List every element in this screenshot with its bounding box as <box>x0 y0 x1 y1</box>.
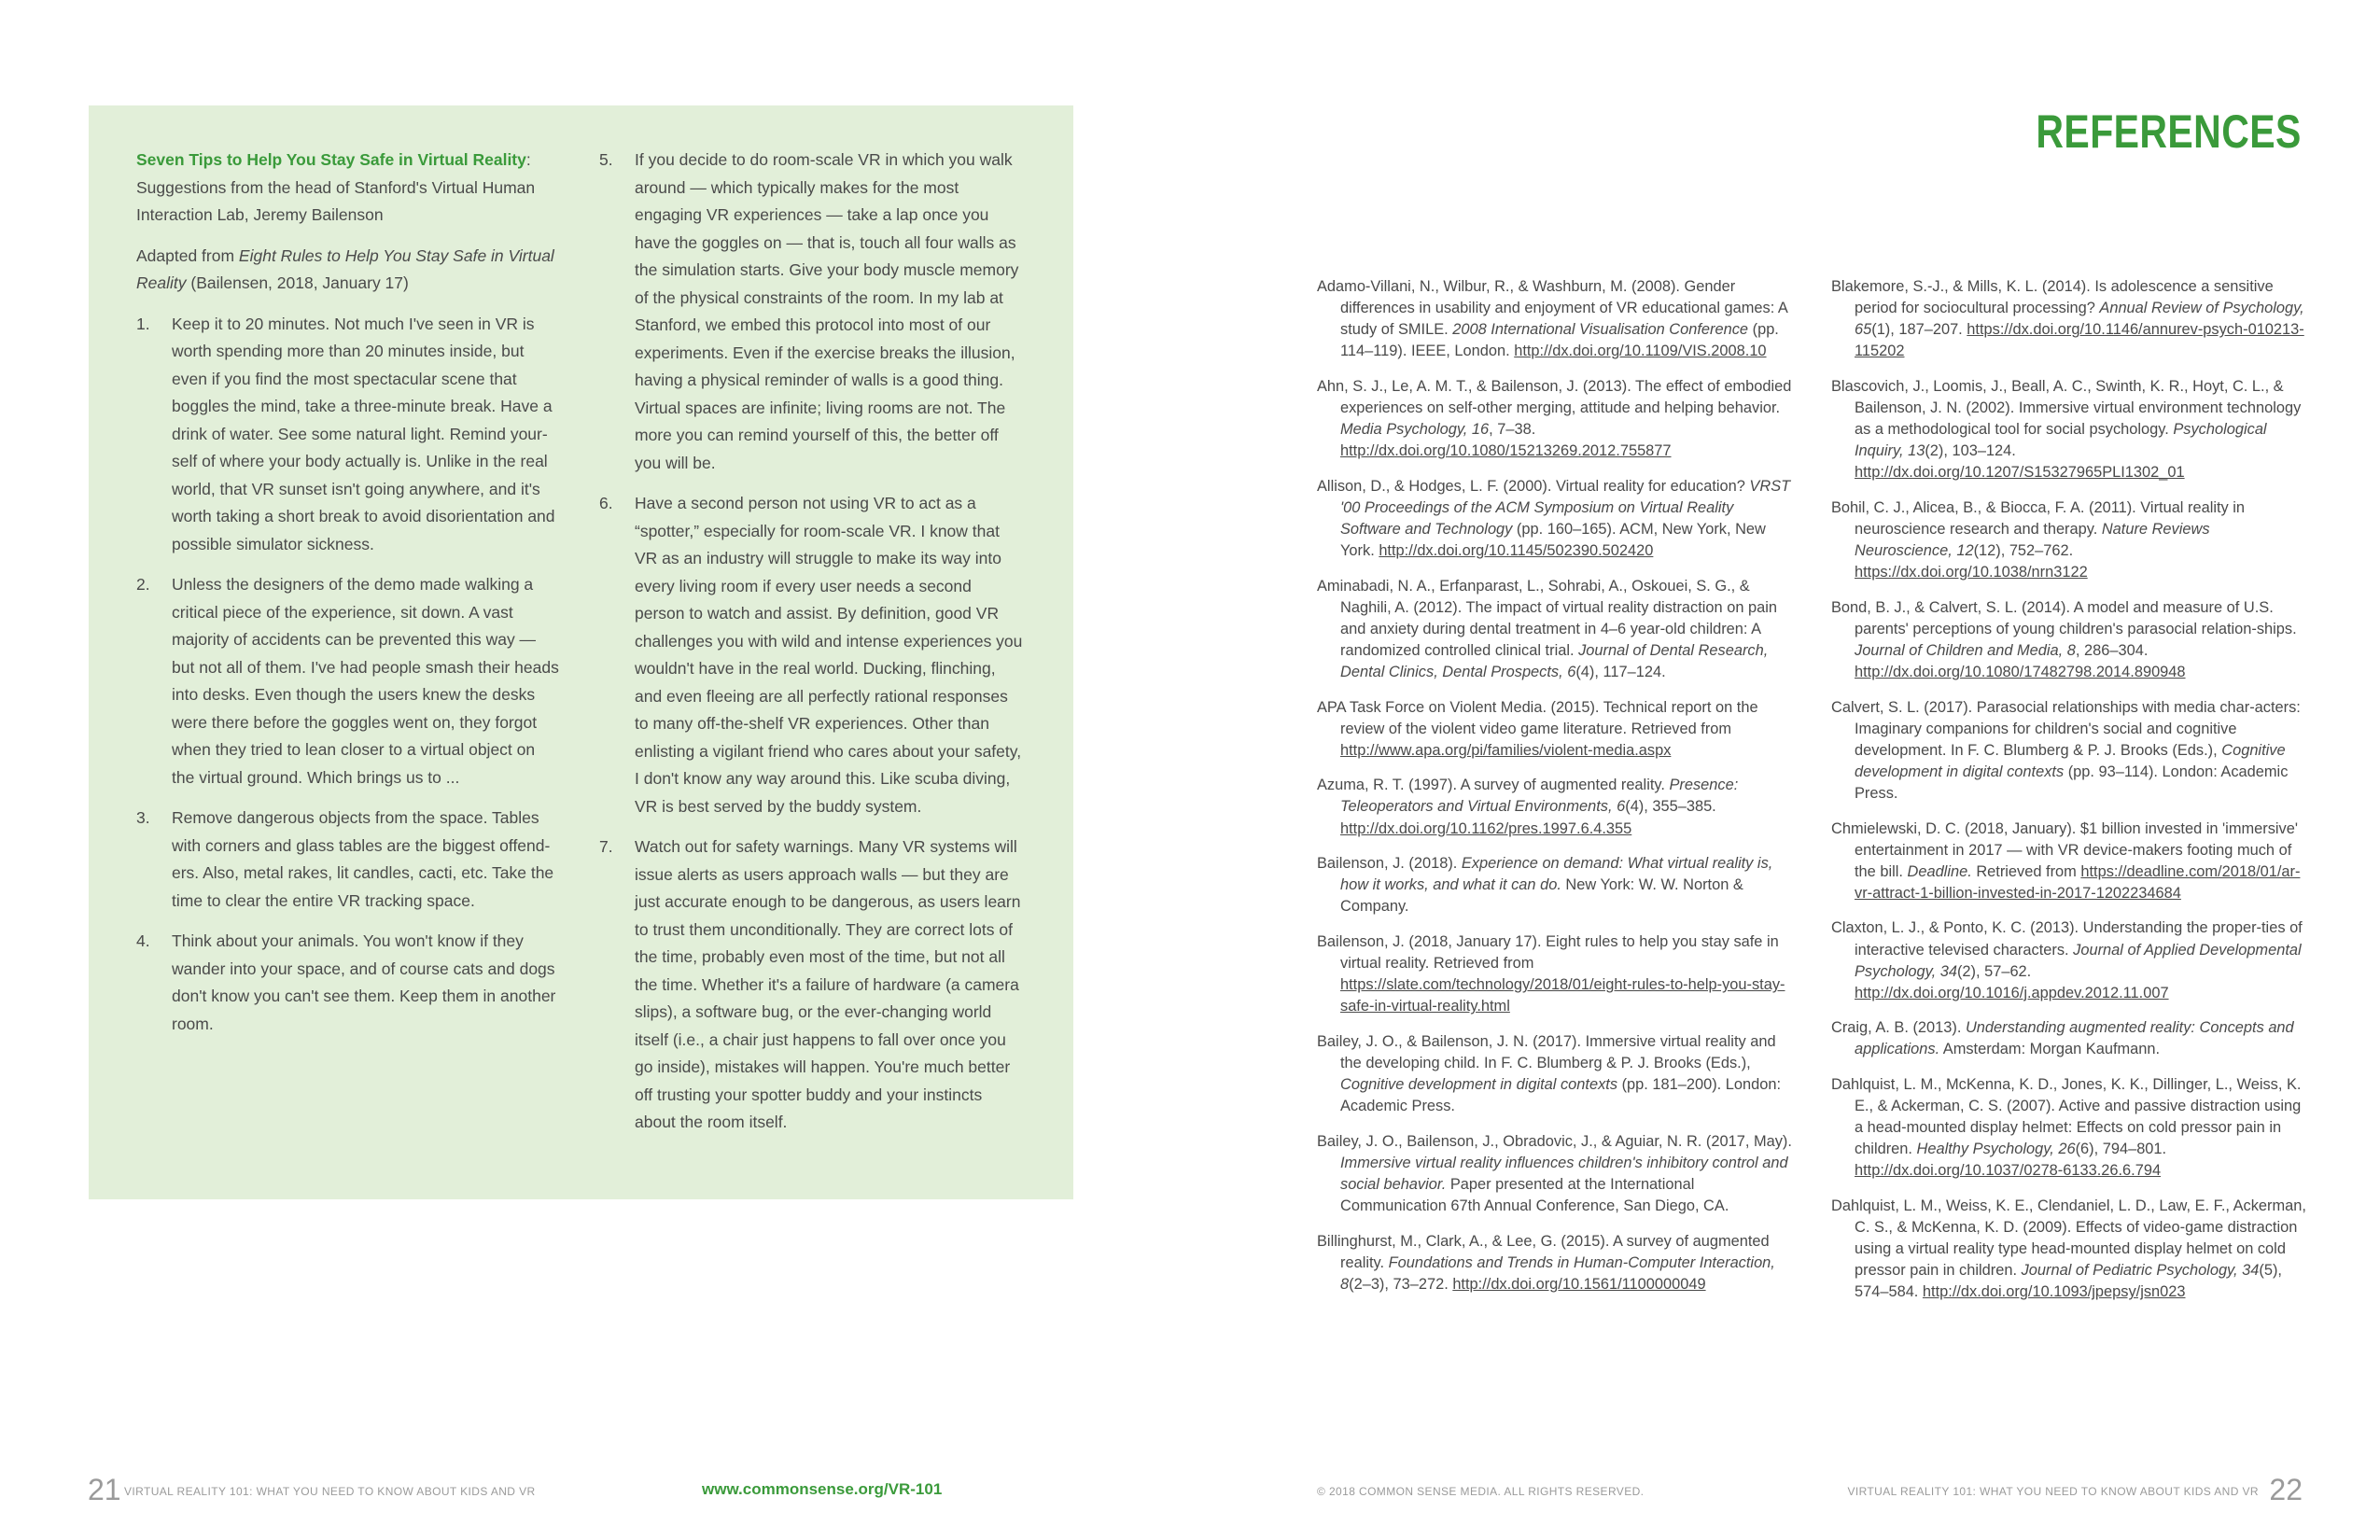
tip-number: 3. <box>136 808 150 827</box>
reference-details: New York: W. W. Norton & Company. <box>1340 876 1743 916</box>
reference-text: Chmielewski, D. C. (2018, January). $1 billion invested in 'immersive' entertainment in 2017 — with VR device-makers footing much of the bill. <box>1831 819 2298 880</box>
tip-text: If you decide to do room-scale VR in which you walk around — which typically makes for the most engaging VR experiences — take a lap once you have the goggles on — that is, touch all four walls as the simulation starts. Give your body muscle memory of the physical constraints of the room. In my lab at Stanford, we embed this protocol into most of our experiments. Even if the exercise breaks the illusion, having a physical reminder of walls is a good thing. Virtual spaces are infinite; living rooms are not. The more you can remind yourself of this, the better off you will be. <box>635 150 1019 472</box>
tip-item <box>136 311 561 559</box>
reference-text: Bailenson, J. (2018). <box>1317 855 1462 873</box>
reference-entry <box>1317 1131 1798 1217</box>
tip-number: 5. <box>599 150 613 169</box>
references-column-left <box>1317 276 1798 1309</box>
reference-text: Azuma, R. T. (1997). A survey of augmented reality. <box>1317 777 1670 794</box>
reference-link[interactable]: http://www.apa.org/pi/families/violent-media.aspx <box>1340 741 1672 759</box>
reference-source-title: Nature Reviews Neuroscience, 12 <box>1855 520 2210 560</box>
reference-details: (2), 103–124. <box>1925 442 2016 460</box>
reference-source-title: Foundations and Trends in Human-Computer Interaction, 8 <box>1340 1253 1775 1293</box>
reference-text: APA Task Force on Violent Media. (2015). Technical report on the review of the violent video game literature. Retrieved from <box>1317 698 1758 737</box>
reference-text: Dahlquist, L. M., McKenna, K. D., Jones, K. K., Dillinger, L., Weiss, K. E., & Ackerman, C. S. (2007). Active and passive distraction using a head-mounted display helmet: Effects on cold pressor pain in children. <box>1831 1076 2302 1158</box>
reference-link[interactable]: http://dx.doi.org/10.1080/17482798.2014.890948 <box>1855 664 2186 680</box>
tips-list-right <box>599 147 1024 1137</box>
reference-details: (6), 794–801. <box>2075 1141 2167 1158</box>
footer-title-right: VIRTUAL REALITY 101: WHAT YOU NEED TO KNOW ABOUT KIDS AND VR <box>1847 1485 2259 1498</box>
reference-link[interactable]: https://dx.doi.org/10.1146/annurev-psych-010213-115202 <box>1855 321 2304 360</box>
tip-item <box>599 490 1024 820</box>
reference-link[interactable]: https://deadline.com/2018/01/ar-vr-attract-1-billion-invested-in-2017-1202234684 <box>1855 862 2301 902</box>
reference-details: (pp. 93–114). London: Academic Press. <box>1855 763 2289 802</box>
reference-source-title: Journal of Children and Media, 8 <box>1855 641 2076 659</box>
reference-source-title: 2008 International Visualisation Conference <box>1452 321 1749 339</box>
tip-item <box>136 571 561 791</box>
reference-entry <box>1317 276 1798 362</box>
reference-entry <box>1317 931 1798 1017</box>
reference-details: , 286–304. <box>2075 641 2149 659</box>
reference-details: (pp. 160–165). ACM, New York, New York. <box>1340 520 1766 560</box>
reference-text: Bailenson, J. (2018, January 17). Eight rules to help you stay safe in virtual reality. Retrieved from <box>1317 932 1779 973</box>
reference-text: Blascovich, J., Loomis, J., Beall, A. C., Swinth, K. R., Hoyt, C. L., & Bailenson, J. N. (2002). Immersive virtual environment technology as a methodological tool for social psychology. <box>1831 377 2302 439</box>
reference-link[interactable]: http://dx.doi.org/10.1093/jpepsy/jsn023 <box>1922 1283 2186 1301</box>
reference-source-title: Deadline. <box>1907 862 1972 880</box>
reference-source-title: Psychological Inquiry, 13 <box>1855 421 2267 460</box>
reference-entry <box>1831 1196 2309 1303</box>
tip-item <box>599 147 1024 477</box>
reference-entry <box>1831 819 2309 904</box>
reference-details: (pp. 181–200). London: Academic Press. <box>1340 1076 1782 1115</box>
reference-source-title: Cognitive development in digital contexts <box>1855 741 2286 780</box>
reference-source-title: Journal of Dental Research, Dental Clinics, Dental Prospects, 6 <box>1340 641 1769 680</box>
reference-text: Ahn, S. J., Le, A. M. T., & Bailenson, J. (2013). The effect of embodied experiences on self-other merging, attitude and helping behavior. <box>1317 377 1792 416</box>
sidebar-subtitle: : Suggestions from the head of Stanford's Virtual Human Interaction Lab, Jeremy Bailenson <box>136 150 536 224</box>
reference-source-title: VRST '00 Proceedings of the ACM Symposium on Virtual Reality Software and Technology <box>1340 477 1791 538</box>
footer-copyright: © 2018 COMMON SENSE MEDIA. ALL RIGHTS RESERVED. <box>1317 1485 1645 1498</box>
reference-entry <box>1317 853 1798 917</box>
reference-entry <box>1831 597 2309 683</box>
reference-link[interactable]: http://dx.doi.org/10.1207/S15327965PLI1302_01 <box>1855 464 2185 482</box>
tip-text: Unless the designers of the demo made walking a critical piece of the experience, sit down. A vast majority of accidents can be prevented this way — but not all of them. I've had people smash their heads into desks. Even though the users knew the desks were there before the goggles went on, they forgot when they tried to lean closer to a virtual object on the virtual ground. Which brings us to ... <box>172 575 559 787</box>
reference-entry <box>1831 376 2309 483</box>
reference-details: (2), 57–62. <box>1956 962 2032 980</box>
tip-number: 1. <box>136 314 150 333</box>
reference-source-title: Media Psychology, 16 <box>1340 421 1490 439</box>
reference-link[interactable]: http://dx.doi.org/10.1037/0278-6133.26.6.794 <box>1855 1162 2162 1180</box>
reference-link[interactable]: https://dx.doi.org/10.1038/nrn3122 <box>1855 564 2088 581</box>
reference-text: Claxton, L. J., & Ponto, K. C. (2013). Understanding the proper-ties of interactive televised characters. <box>1831 919 2303 959</box>
reference-source-title: Presence: Teleoperators and Virtual Environments, 6 <box>1340 777 1739 816</box>
reference-link[interactable]: http://dx.doi.org/10.1561/1100000049 <box>1452 1275 1706 1293</box>
tip-text: Think about your animals. You won't know if they wander into your space, and of course cats and dogs don't know you can't see them. Keep them in another room. <box>172 931 556 1033</box>
tip-number: 2. <box>136 575 150 594</box>
reference-link[interactable]: http://dx.doi.org/10.1145/502390.502420 <box>1379 542 1654 560</box>
reference-link[interactable]: http://dx.doi.org/10.1109/VIS.2008.10 <box>1514 343 1767 360</box>
sidebar-title: Seven Tips to Help You Stay Safe in Virtual Reality <box>136 150 526 169</box>
tip-number: 6. <box>599 494 613 512</box>
reference-source-title: Annual Review of Psychology, 65 <box>1855 300 2304 339</box>
reference-link[interactable]: http://dx.doi.org/10.1080/15213269.2012.755877 <box>1340 442 1672 460</box>
reference-entry <box>1317 697 1798 762</box>
reference-source-title: Cognitive development in digital contexts <box>1340 1076 1618 1093</box>
reference-details: (4), 117–124. <box>1575 664 1666 680</box>
reference-entry <box>1831 276 2309 362</box>
reference-details: , 7–38. <box>1489 421 1536 439</box>
reference-entry <box>1317 1231 1798 1295</box>
reference-text: Bailey, J. O., & Bailenson, J. N. (2017). Immersive virtual reality and the developing child. In F. C. Blumberg & P. J. Brooks (Eds.), <box>1317 1032 1776 1071</box>
sidebar-heading <box>136 147 561 230</box>
footer-title-left: VIRTUAL REALITY 101: WHAT YOU NEED TO KNOW ABOUT KIDS AND VR <box>124 1485 536 1498</box>
reference-details: (2–3), 73–272. <box>1349 1275 1453 1293</box>
reference-details: (1), 187–207. <box>1871 321 1967 339</box>
reference-text: Bond, B. J., & Calvert, S. L. (2014). A model and measure of U.S. parents' perceptions of young children's parasocial relation-ships. <box>1831 598 2297 637</box>
tip-number: 7. <box>599 837 613 856</box>
reference-text: Calvert, S. L. (2017). Parasocial relationships with media char-acters: Imaginary companions for children's social and cognitive development. In F. C. Blumberg & P. J. Brooks (Eds.), <box>1831 698 2301 759</box>
reference-details: (pp. 114–119). IEEE, London. <box>1340 321 1779 360</box>
reference-text: Bohil, C. J., Alicea, B., & Biocca, F. A. (2011). Virtual reality in neuroscience research and therapy. <box>1831 498 2246 538</box>
tip-item <box>599 833 1024 1137</box>
reference-details: (5), 574–584. <box>1855 1262 2282 1301</box>
reference-entry <box>1317 576 1798 683</box>
reference-source-title: Immersive virtual reality influences children's inhibitory control and social behavior. <box>1340 1154 1788 1193</box>
footer-url-link[interactable]: www.commonsense.org/VR-101 <box>702 1480 943 1498</box>
reference-entry <box>1831 497 2309 583</box>
adapted-title: Eight Rules to Help You Stay Safe in Virtual Reality <box>136 245 554 292</box>
reference-entry <box>1317 1031 1798 1117</box>
tips-column-right <box>599 147 1024 1150</box>
reference-entry <box>1317 376 1798 462</box>
adapted-prefix: Adapted from <box>136 245 239 265</box>
page-number-right: 22 <box>2269 1473 2303 1506</box>
reference-link[interactable]: http://dx.doi.org/10.1016/j.appdev.2012.11.007 <box>1855 984 2169 1001</box>
reference-details: Retrieved from <box>1971 862 2081 880</box>
reference-entry <box>1317 775 1798 839</box>
adapted-suffix: (Bailensen, 2018, January 17) <box>186 273 409 292</box>
reference-entry <box>1831 917 2309 1003</box>
reference-text: Craig, A. B. (2013). <box>1831 1019 1966 1037</box>
reference-text: Dahlquist, L. M., Weiss, K. E., Clendaniel, L. D., Law, E. F., Ackerman, C. S., & McKenna, K. D. (2009). Effects of video-game distraction using a virtual reality type head-mounted display helmet on cold pressor pain in children. <box>1831 1197 2306 1280</box>
reference-text: Adamo-Villani, N., Wilbur, R., & Washburn, M. (2008). Gender differences in usability and enjoyment of VR educational games: A study of SMILE. <box>1317 278 1787 339</box>
reference-text: Billinghurst, M., Clark, A., & Lee, G. (2015). A survey of augmented reality. <box>1317 1232 1770 1271</box>
reference-source-title: Journal of Pediatric Psychology, 34 <box>2021 1262 2260 1280</box>
tip-text: Watch out for safety warnings. Many VR systems will issue alerts as users approach walls — but they are just accurate enough to be dangerous, as users learn to trust them unconditionally. They are correct lots of the time, probably even most of the time, but not all the time. Whether it's a failure of hardware (a camera slips), a software bug, or the ever-changing world itself (i.e., a chair just happens to fall over once you go inside), mistakes will happen. You're much better off trusting your spotter buddy and your instincts about the room itself. <box>635 837 1021 1131</box>
reference-entry <box>1831 697 2309 805</box>
reference-source-title: Experience on demand: What virtual reality is, how it works, and what it can do. <box>1340 855 1773 894</box>
tip-item <box>136 928 561 1038</box>
reference-entry <box>1831 1017 2309 1060</box>
reference-details: Amsterdam: Morgan Kaufmann. <box>1939 1041 2161 1058</box>
reference-source-title: Healthy Psychology, 26 <box>1916 1141 2076 1158</box>
reference-link[interactable]: http://dx.doi.org/10.1162/pres.1997.6.4.355 <box>1340 819 1632 837</box>
reference-source-title: Understanding augmented reality: Concepts and applications. <box>1855 1019 2294 1058</box>
tips-column-left <box>136 147 561 1051</box>
tip-text: Remove dangerous objects from the space. Tables with corners and glass tables are the biggest offend-ers. Also, metal rakes, lit candles, cacti, etc. Take the time to clear the entire VR tracking space. <box>172 808 554 910</box>
reference-source-title: Journal of Applied Developmental Psychology, 34 <box>1855 941 2302 980</box>
reference-link[interactable]: https://slate.com/technology/2018/01/eight-rules-to-help-you-stay-safe-in-virtual-reality.html <box>1340 976 1785 1015</box>
tip-number: 4. <box>136 931 150 950</box>
reference-details: Paper presented at the International Communication 67th Annual Conference, San Diego, CA. <box>1340 1175 1729 1214</box>
references-column-right <box>1831 276 2309 1317</box>
reference-entry <box>1831 1074 2309 1182</box>
tip-text: Keep it to 20 minutes. Not much I've seen in VR is worth spending more than 20 minutes inside, but even if you find the most spectacular scene that boggles the mind, take a three-minute break. Have a drink of water. See some natural light. Remind your-self of where your body actually is. Unlike in the real world, that VR sunset isn't going anywhere, and it's worth taking a short break to avoid disorientation and possible simulator sickness. <box>172 314 555 553</box>
reference-text: Bailey, J. O., Bailenson, J., Obradovic, J., & Aguiar, N. R. (2017, May). <box>1317 1132 1792 1150</box>
references-heading: REFERENCES <box>2036 105 2302 158</box>
reference-text: Aminabadi, N. A., Erfanparast, L., Sohrabi, A., Oskouei, S. G., & Naghili, A. (2012). The impact of virtual reality distraction on pain and anxiety during dental treatment in 4–6 year-old children: A randomized controlled clinical trial. <box>1317 577 1777 659</box>
page-number-left: 21 <box>88 1473 121 1506</box>
reference-text: Blakemore, S.-J., & Mills, K. L. (2014). Is adolescence a sensitive period for sociocultural processing? <box>1831 278 2274 317</box>
tip-item <box>136 805 561 915</box>
adapted-note <box>136 243 561 298</box>
reference-details: (4), 355–385. <box>1625 798 1716 816</box>
tip-text: Have a second person not using VR to act as a “spotter,” especially for room-scale VR. I know that VR as an industry will struggle to make its way into every living room if every user needs a second person to watch and assist. By definition, good VR challenges you with wild and intense experiences you wouldn't have in the real world. Ducking, flinching, and even fleeing are all perfectly rational responses to many off-the-shelf VR experiences. Other than enlisting a vigilant friend who cares about your safety, I don't know any way around this. Like scuba diving, VR is best served by the buddy system. <box>635 494 1023 816</box>
reference-details: (12), 752–762. <box>1973 542 2074 560</box>
reference-entry <box>1317 476 1798 562</box>
tips-list-left <box>136 311 561 1039</box>
reference-text: Allison, D., & Hodges, L. F. (2000). Virtual reality for education? <box>1317 477 1750 495</box>
